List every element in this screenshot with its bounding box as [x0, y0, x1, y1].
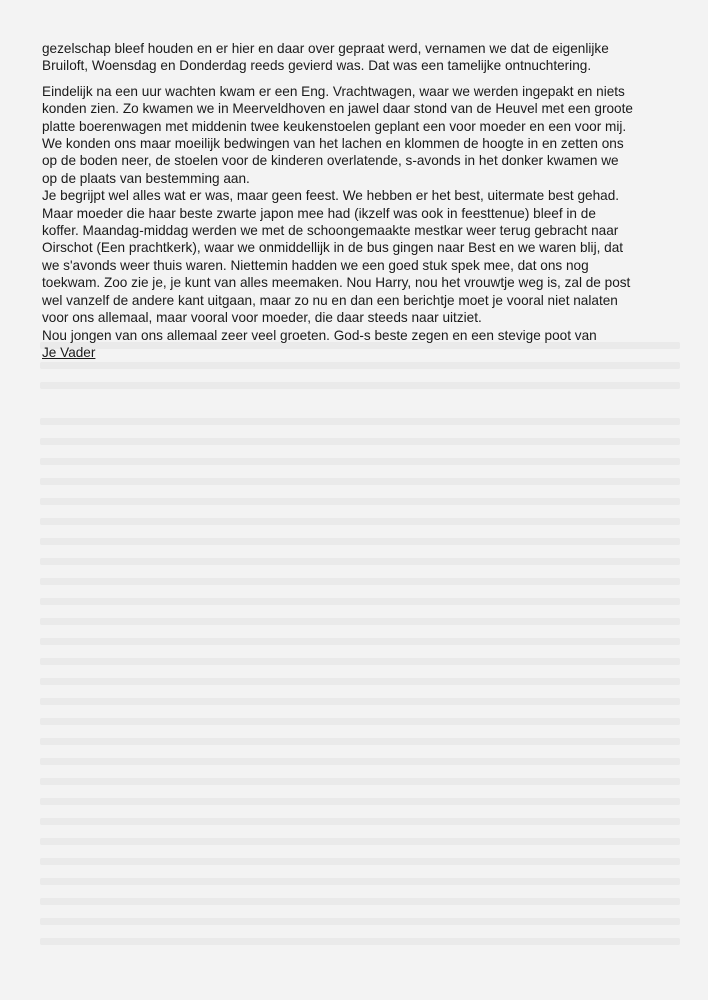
closing-line: Nou jongen van ons allemaal zeer veel groeten. God-s beste zegen en een stevige poot van: [42, 327, 597, 343]
paragraph-1: gezelschap bleef houden en er hier en daar over gepraat werd, vernamen we dat de eigenlijke Bruiloft, Woensdag en Donderdag reeds gevierd was. Dat was een tamelijke ontnuchtering.: [42, 41, 609, 74]
paragraph-3: Je begrijpt wel alles wat er was, maar geen feest. We hebben er het best, uitermate best gehad. Maar moeder die haar beste zwarte japon mee had (ikzelf was ook in feesttenue) bleef in de koffer. Maandag-middag werden we met de schoongemaakte mestkar weer terug gebracht naar Oirschot (Een prachtkerk), waar we onmiddellijk in de bus gingen naar Best en we waren blij, dat we s'avonds weer thuis waren. Niettemin hadden we een goed stuk spek mee, dat ons nog toekwam. Zoo zie je, je kunt van alles meemaken. Nou Harry, nou het vrouwtje weg is, zal de post wel vanzelf de andere kant uitgaan, maar zo nu en dan een berichtje moet je vooral niet nalaten voor ons allemaal, maar vooral voor moeder, die daar steeds naar uitziet.: [42, 188, 631, 326]
signature: Je Vader: [42, 344, 96, 360]
letter-body: [42, 40, 672, 361]
paragraph-2: Eindelijk na een uur wachten kwam er een Eng. Vrachtwagen, waar we werden ingepakt en niets konden zien. Zo kwamen we in Meerveldhoven en jawel daar stond van de Heuvel met een groote platte boerenwagen met middenin twee keukenstoelen geplant een voor moeder en een voor mij. We konden ons maar moeilijk bedwingen van het lachen en klommen de hoogte in en zetten ons op de boden neer, de stoelen voor de kinderen overlatende, s-avonds in het donker kwamen we op de plaats van bestemming aan.: [42, 83, 633, 186]
